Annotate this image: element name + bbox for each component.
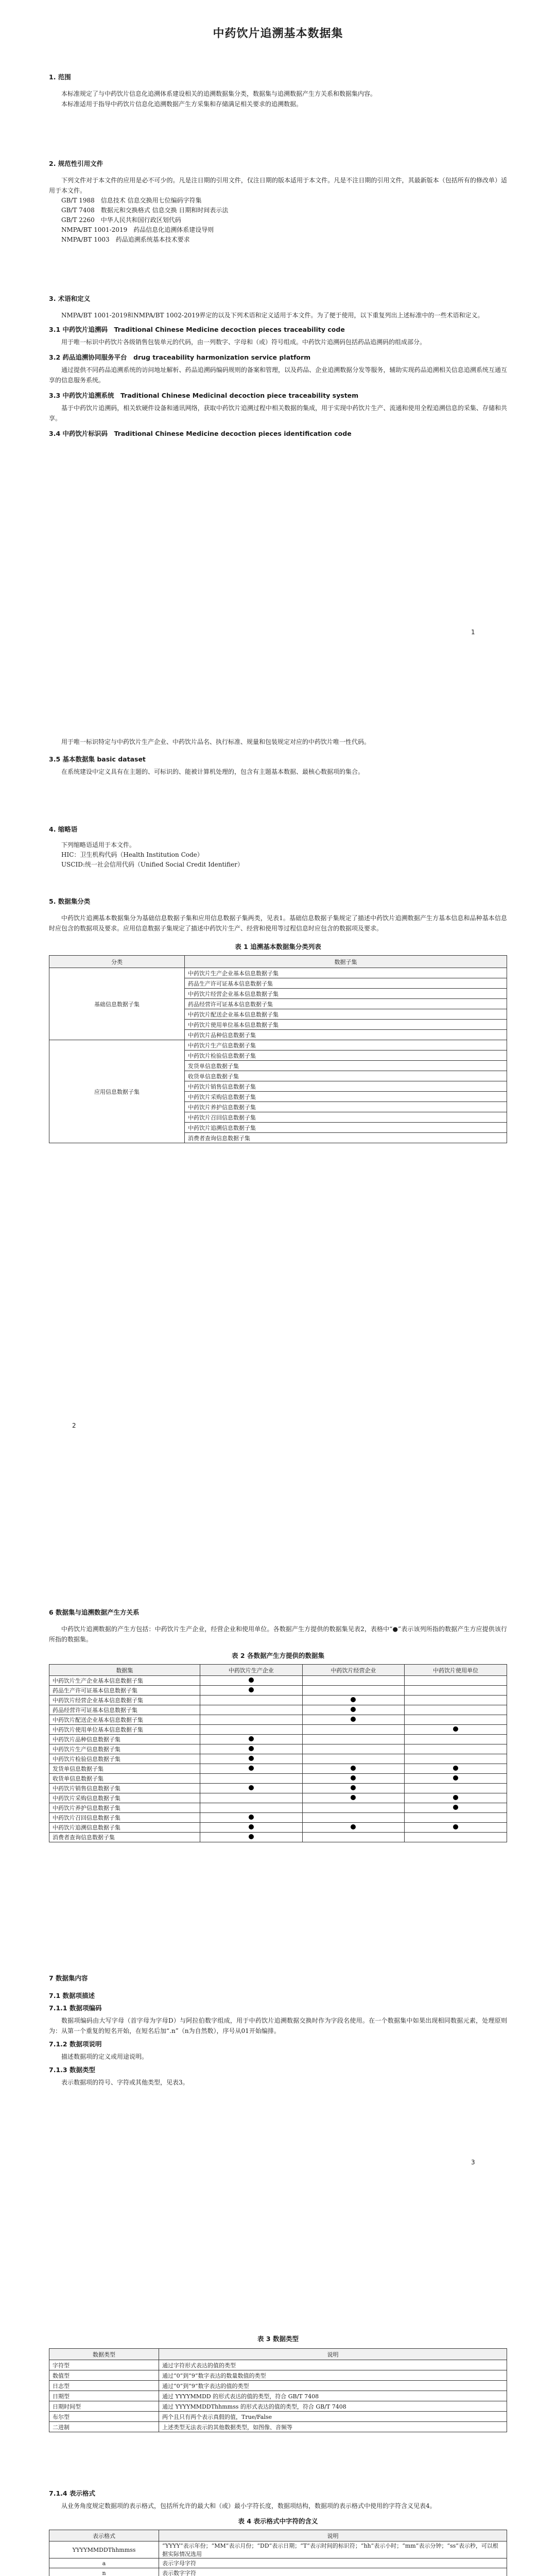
- table-cell: 字符型: [49, 2360, 159, 2370]
- table-cell: [405, 1823, 507, 1833]
- table-cell: [302, 1764, 405, 1774]
- table-row: [49, 2401, 507, 2412]
- term-definition: 用于唯一标识中药饮片各级销售包装单元的代码，由一列数字、字母和（或）符号组成。中药饮片追溯码包括药品追溯码的组成部分。: [61, 338, 426, 346]
- provided-dot: [249, 1687, 254, 1692]
- table-dataset-producers: [49, 1664, 507, 1842]
- table-row: [49, 1676, 507, 1686]
- term-definition: 用于唯一标识特定与中药饮片生产企业、中药饮片品名、执行标准、规量和包装规定对应的中药饮片唯一性代码。: [61, 738, 371, 745]
- term-heading: 3.2 药品追溯协同服务平台 drug traceability harmonization service platform: [49, 353, 311, 361]
- table-cell: 通过字符形式表达的值的类型: [159, 2360, 507, 2370]
- table-cell: 收货单信息数据子集: [49, 1774, 200, 1784]
- table-header: 中药饮片生产企业: [200, 1665, 303, 1676]
- table-row: [49, 2370, 507, 2381]
- table-cell: 通过“0”到“9”数字表达的数量数值的类型: [159, 2370, 507, 2381]
- table-row: [49, 968, 507, 978]
- table-cell: [200, 1676, 303, 1686]
- table-cell: 收货单信息数据子集: [185, 1071, 507, 1081]
- term-definition: 在系统建设中定义具有在主题的、可标识的、能被计算机处理的，包含有主题基本数据、最核心数据项的集合。: [61, 768, 364, 775]
- abbreviation-item: HIC：卫生机构代码（Health Institution Code）: [61, 851, 203, 858]
- table-header: 数据集: [49, 1665, 200, 1676]
- table-cell: [200, 1744, 303, 1754]
- provided-dot: [453, 1775, 458, 1781]
- table-caption: 表 3 数据类型: [257, 2335, 299, 2343]
- table-cell: 消费者查询信息数据子集: [49, 1833, 200, 1842]
- section-scope: [49, 72, 507, 109]
- table-cell: 中药饮片品种信息数据子集: [185, 1030, 507, 1040]
- term-heading: 3.4 中药饮片标识码 Traditional Chinese Medicine decoction pieces identification code: [49, 430, 352, 437]
- table-cell: [302, 1813, 405, 1823]
- table-cell: 中药饮片使用单位基本信息数据子集: [49, 1725, 200, 1735]
- table-row: [49, 1793, 507, 1803]
- table-row: [49, 1784, 507, 1793]
- term-heading: 3.3 中药饮片追溯系统 Traditional Chinese Medicinal decoction piece traceability system: [49, 392, 359, 399]
- table-cell: 中药饮片品种信息数据子集: [49, 1735, 200, 1744]
- table-cell: [200, 1764, 303, 1774]
- table-cell: 应用信息数据子集: [49, 1040, 185, 1143]
- section-heading: 4. 缩略语: [49, 825, 78, 833]
- document-title: 中药饮片追溯基本数据集: [213, 27, 343, 40]
- table-cell: n: [49, 2568, 159, 2576]
- table-header: 表示格式: [49, 2530, 159, 2541]
- table-header: 说明: [159, 2530, 507, 2541]
- provided-dot: [351, 1707, 356, 1712]
- table-cell: [405, 1686, 507, 1696]
- table-cell: [200, 1813, 303, 1823]
- table-cell: [405, 1803, 507, 1813]
- provided-dot: [453, 1805, 458, 1810]
- table-row: [49, 1735, 507, 1744]
- table-cell: a: [49, 2558, 159, 2568]
- provided-dot: [453, 1726, 458, 1732]
- paragraph: 描述数据项的定义或用途说明。: [61, 2053, 148, 2060]
- reference-item: GB/T 1988 信息技术 信息交换用七位编码字符集: [61, 197, 202, 204]
- section-dataset-producers: [49, 1607, 507, 1842]
- table-cell: 药品经营许可证基本信息数据子集: [49, 1705, 200, 1715]
- table-row: [49, 2360, 507, 2370]
- provided-dot: [249, 1824, 254, 1829]
- subsection-heading: 7.1.3 数据类型: [49, 2066, 95, 2074]
- page-number: 3: [471, 2159, 475, 2166]
- table-cell: 数值型: [49, 2370, 159, 2381]
- paragraph: 本标准适用于指导中药饮片信息化追溯数据产生方采集和存储满足相关要求的追溯数据。: [61, 100, 303, 108]
- page-number: 1: [471, 629, 475, 636]
- table-cell: [302, 1725, 405, 1735]
- table-cell: [302, 1686, 405, 1696]
- table-cell: [405, 1793, 507, 1803]
- table-cell: [302, 1715, 405, 1725]
- term-heading: 3.1 中药饮片追溯码 Traditional Chinese Medicine decoction pieces traceability code: [49, 326, 345, 333]
- table-cell: 中药饮片追溯信息数据子集: [49, 1823, 200, 1833]
- table-cell: 中药饮片检验信息数据子集: [185, 1050, 507, 1061]
- table-cell: 布尔型: [49, 2412, 159, 2422]
- section-heading: 3. 术语和定义: [49, 295, 91, 302]
- provided-dot: [249, 1785, 254, 1790]
- table-header: 数据子集: [185, 956, 507, 968]
- provided-dot: [351, 1717, 356, 1722]
- provided-dot: [351, 1785, 356, 1790]
- table-cell: [405, 1764, 507, 1774]
- table-cell: [405, 1813, 507, 1823]
- term-continuation: [49, 737, 507, 777]
- table-row: [49, 1813, 507, 1823]
- table-row: [49, 1754, 507, 1764]
- table-cell: 中药饮片召回信息数据子集: [185, 1112, 507, 1123]
- table-row: [49, 2568, 507, 2576]
- table-cell: 中药饮片销售信息数据子集: [49, 1784, 200, 1793]
- table-cell: [200, 1725, 303, 1735]
- reference-item: NMPA/BT 1003 药品追溯系统基本技术要求: [61, 236, 190, 243]
- table-cell: 中药饮片养护信息数据子集: [49, 1803, 200, 1813]
- provided-dot: [249, 1766, 254, 1771]
- paragraph: 本标准规定了与中药饮片信息化追溯体系建设相关的追溯数据集分类，数据集与追溯数据产生方关系和数据集内容。: [61, 90, 377, 97]
- table-caption: 表 2 各数据产生方提供的数据集: [232, 1652, 324, 1659]
- section-normative-references: [49, 159, 507, 245]
- table-cell: 上述类型无法表示的其他数据类型，如图像、音频等: [159, 2422, 507, 2432]
- table-cell: “YYYY”表示年份；“MM”表示月份；“DD”表示日期；“T”表示时间的标识符；“hh”表示小时；“mm”表示分钟；“ss”表示秒，可以根据实际情况选用: [159, 2541, 507, 2558]
- provided-dot: [249, 1736, 254, 1741]
- table-cell: [302, 1696, 405, 1705]
- provided-dot: [249, 1815, 254, 1820]
- table-cell: [200, 1754, 303, 1764]
- reference-item: NMPA/BT 1001-2019 药品信息化追溯体系建设导则: [61, 226, 214, 233]
- table-row: [49, 1725, 507, 1735]
- table-cell: [302, 1676, 405, 1686]
- table-cell: 中药饮片生产信息数据子集: [49, 1744, 200, 1754]
- table-row: [49, 1823, 507, 1833]
- table-row: [49, 1696, 507, 1705]
- table-row: [49, 1803, 507, 1813]
- term-definition: 通过提供不同药品追溯系统的访问地址解析、药品追溯码编码规则的备案和管理，以及药品、企业追溯数据分发等服务，辅助实现药品追溯相关信息追溯系统互通互享的信息服务系统。: [49, 366, 507, 384]
- table-cell: [302, 1744, 405, 1754]
- provided-dot: [249, 1677, 254, 1683]
- table-cell: [200, 1735, 303, 1744]
- section-heading: 1. 范围: [49, 73, 71, 81]
- table-row: [49, 2558, 507, 2568]
- table-cell: 中药饮片销售信息数据子集: [185, 1081, 507, 1092]
- table-row: [49, 1040, 507, 1050]
- table-cell: [405, 1774, 507, 1784]
- abbreviation-item: USCID:统一社会信用代码（Unified Social Credit Identifier）: [61, 861, 244, 868]
- table-cell: 基础信息数据子集: [49, 968, 185, 1040]
- table-row: [49, 1744, 507, 1754]
- table-row: [49, 1715, 507, 1725]
- table-cell: 日期时间型: [49, 2401, 159, 2412]
- table-cell: 中药饮片使用单位基本信息数据子集: [185, 1020, 507, 1030]
- section-data-types: [49, 2334, 507, 2432]
- table-cell: [200, 1803, 303, 1813]
- table-cell: [405, 1784, 507, 1793]
- table-cell: 通过“0”到“9”数字表达的值的类型: [159, 2381, 507, 2391]
- table-format-chars: [49, 2530, 507, 2576]
- subsection-heading: 7.1.2 数据项说明: [49, 2040, 102, 2048]
- table-cell: [302, 1774, 405, 1784]
- table-cell: 药品生产许可证基本信息数据子集: [49, 1686, 200, 1696]
- table-cell: 两个且只有两个表示真假的值，True/False: [159, 2412, 507, 2422]
- table-cell: [302, 1705, 405, 1715]
- section-dataset-content: [49, 1973, 507, 2088]
- table-cell: [405, 1676, 507, 1686]
- table-row: [49, 1764, 507, 1774]
- table-cell: [200, 1686, 303, 1696]
- table-cell: [405, 1725, 507, 1735]
- table-cell: 二进制: [49, 2422, 159, 2432]
- table-row: [49, 1833, 507, 1842]
- table-cell: [405, 1833, 507, 1842]
- provided-dot: [249, 1746, 254, 1751]
- table-row: [49, 2381, 507, 2391]
- table-cell: [200, 1696, 303, 1705]
- table-cell: [405, 1735, 507, 1744]
- paragraph: 数据项编码由大写字母（首字母为字母D）与阿拉伯数字组成，用于中药饮片追溯数据交换时作为字段名使用。在一个数据集中如果出现相同数据元素，处理原则为：从第一个重复的短名开始，在短名后加“.n”（n为自然数），序号从01开始编排。: [49, 2017, 507, 2035]
- table-caption: 表 4 表示格式中字符的含义: [238, 2517, 318, 2525]
- table-cell: [200, 1793, 303, 1803]
- subsection-heading: 7.1 数据项描述: [49, 1992, 95, 1999]
- subsection-heading: 7.1.4 表示格式: [49, 2489, 95, 2497]
- table-cell: [200, 1823, 303, 1833]
- table-row: [49, 2391, 507, 2401]
- table-cell: [200, 1715, 303, 1725]
- paragraph: 中药饮片追溯基本数据集分为基础信息数据子集和应用信息数据子集两类，见表1。基础信息数据子集规定了描述中药饮片追溯数据产生方基本信息和品种基本信息时应包含的数据项及要求。应用信息数据子集规定了描述中药饮片生产、经营和使用等过程信息时应包含的数据项及要求。: [49, 914, 507, 932]
- section-terms: [49, 294, 507, 438]
- paragraph: 从业务角度规定数据项的表示格式，包括所允许的最大和（或）最小字符长度，数据项结构，数据项的表示格式中使用的字符含义见表4。: [61, 2502, 436, 2510]
- table-row: [49, 2412, 507, 2422]
- table-cell: [302, 1793, 405, 1803]
- table-cell: [405, 1715, 507, 1725]
- section-abbreviations: [49, 824, 507, 870]
- table-row: [49, 1686, 507, 1696]
- paragraph: 下列缩略语适用于本文件。: [61, 841, 136, 849]
- table-cell: 发货单信息数据子集: [49, 1764, 200, 1774]
- table-dataset-classification: [49, 955, 507, 1143]
- term-definition: 基于中药饮片追溯码，相关软硬件设备和通讯网络，获取中药饮片追溯过程中相关数据的集成，用于实现中药饮片生产、流通和使用全程追溯信息的采集、存储和共享。: [49, 404, 507, 422]
- table-cell: 中药饮片配送企业基本信息数据子集: [49, 1715, 200, 1725]
- table-cell: 中药饮片检验信息数据子集: [49, 1754, 200, 1764]
- table-cell: 中药饮片采购信息数据子集: [185, 1092, 507, 1102]
- table-cell: 日志型: [49, 2381, 159, 2391]
- table-header: 数据类型: [49, 2349, 159, 2360]
- table-row: [49, 2422, 507, 2432]
- table-cell: 中药饮片养护信息数据子集: [185, 1102, 507, 1112]
- table-row: [49, 1774, 507, 1784]
- table-cell: [302, 1735, 405, 1744]
- table-row: [49, 1705, 507, 1715]
- table-cell: 中药饮片召回信息数据子集: [49, 1813, 200, 1823]
- reference-item: GB/T 7408 数据元和交换格式 信息交换 日期和时间表示法: [61, 207, 229, 214]
- table-cell: [405, 1696, 507, 1705]
- paragraph: 下列文件对于本文件的应用是必不可少的。凡是注日期的引用文件，仅注日期的版本适用于本文件。凡是不注日期的引用文件，其最新版本（包括所有的修改单）适用于本文件。: [49, 177, 507, 194]
- provided-dot: [249, 1834, 254, 1839]
- table-cell: 中药饮片生产信息数据子集: [185, 1040, 507, 1050]
- table-cell: 中药饮片配送企业基本信息数据子集: [185, 1009, 507, 1020]
- provided-dot: [351, 1824, 356, 1829]
- table-cell: [302, 1784, 405, 1793]
- table-cell: 药品生产许可证基本信息数据子集: [185, 978, 507, 989]
- table-header: 中药饮片使用单位: [405, 1665, 507, 1676]
- table-cell: 发货单信息数据子集: [185, 1061, 507, 1071]
- table-cell: 消费者查询信息数据子集: [185, 1133, 507, 1143]
- table-header: 中药饮片经营企业: [302, 1665, 405, 1676]
- table-cell: [200, 1774, 303, 1784]
- table-cell: [200, 1705, 303, 1715]
- table-data-types: [49, 2348, 507, 2432]
- term-heading: 3.5 基本数据集 basic dataset: [49, 755, 146, 763]
- table-cell: 表示字母字符: [159, 2558, 507, 2568]
- table-cell: 日期型: [49, 2391, 159, 2401]
- provided-dot: [453, 1766, 458, 1771]
- table-cell: 中药饮片生产企业基本信息数据子集: [49, 1676, 200, 1686]
- table-cell: 中药饮片生产企业基本信息数据子集: [185, 968, 507, 978]
- table-cell: 中药饮片追溯信息数据子集: [185, 1123, 507, 1133]
- table-caption: 表 1 追溯基本数据集分类列表: [235, 943, 321, 951]
- paragraph: 中药饮片追溯数据的产生方包括：中药饮片生产企业，经营企业和使用单位。各数据产生方提供的数据集见表2，表格中“●”表示该列所指的数据产生方应提供该行所指的数据集。: [49, 1625, 507, 1643]
- table-cell: YYYYMMDDThhmmss: [49, 2541, 159, 2558]
- provided-dot: [453, 1824, 458, 1829]
- provided-dot: [351, 1775, 356, 1781]
- section-heading: 7 数据集内容: [49, 1974, 88, 1982]
- provided-dot: [249, 1756, 254, 1761]
- table-cell: 药品经营许可证基本信息数据子集: [185, 999, 507, 1009]
- table-cell: [302, 1823, 405, 1833]
- table-cell: 中药饮片经营企业基本信息数据子集: [49, 1696, 200, 1705]
- provided-dot: [351, 1795, 356, 1800]
- paragraph: 表示数据项的符号、字符或其他类型，见表3。: [61, 2079, 189, 2086]
- paragraph: NMPA/BT 1001-2019和NMPA/BT 1002-2019界定的以及下列术语和定义适用于本文件。为了便于使用，以下重复列出上述标准中的一些术语和定义。: [61, 312, 484, 319]
- table-cell: [302, 1833, 405, 1842]
- section-dataset-classification: [49, 896, 507, 1143]
- table-cell: [200, 1833, 303, 1842]
- table-cell: [405, 1705, 507, 1715]
- table-cell: [302, 1803, 405, 1813]
- provided-dot: [453, 1795, 458, 1800]
- provided-dot: [351, 1766, 356, 1771]
- subsection-heading: 7.1.1 数据项编码: [49, 2004, 102, 2012]
- table-header: 分类: [49, 956, 185, 968]
- table-cell: 中药饮片采购信息数据子集: [49, 1793, 200, 1803]
- table-cell: [200, 1784, 303, 1793]
- table-cell: 通过 YYYYMMDDThhmmss 的形式表达的值的类型，符合 GB/T 7408: [159, 2401, 507, 2412]
- page-number: 2: [72, 1422, 76, 1429]
- section-format: [49, 2488, 507, 2576]
- table-cell: [302, 1754, 405, 1764]
- reference-item: GB/T 2260 中华人民共和国行政区划代码: [61, 216, 181, 224]
- section-heading: 6 数据集与追溯数据产生方关系: [49, 1608, 140, 1616]
- section-heading: 2. 规范性引用文件: [49, 160, 103, 167]
- table-cell: 通过 YYYYMMDD 的形式表达的值的类型，符合 GB/T 7408: [159, 2391, 507, 2401]
- table-header: 说明: [159, 2349, 507, 2360]
- provided-dot: [351, 1697, 356, 1702]
- table-cell: [405, 1754, 507, 1764]
- table-cell: [405, 1744, 507, 1754]
- table-cell: 中药饮片经营企业基本信息数据子集: [185, 989, 507, 999]
- table-row: [49, 2541, 507, 2558]
- table-cell: 表示数字字符: [159, 2568, 507, 2576]
- section-heading: 5. 数据集分类: [49, 897, 91, 905]
